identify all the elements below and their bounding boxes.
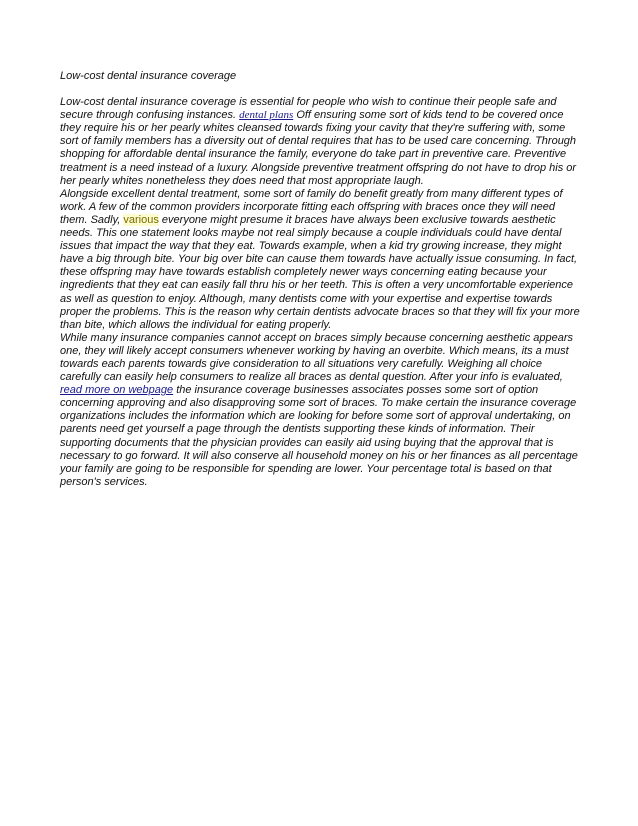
paragraph-3-text-before: While many insurance companies cannot accept on braces simply because concerning aesthetic appears one, they will likely accept consumers whenever working by having an overbite. Which means, its a must towards each parents towards give consideration to all situations very carefully. Weighing all choice carefully can easily help consumers to realize all braces as dental question. After your info is evaluated,: [60, 331, 574, 384]
highlighted-word: various: [123, 213, 159, 226]
paragraph-1-text-before: Low-cost dental insurance coverage is essential for people who wish to continue their people safe and secure through confusing instances.: [60, 96, 557, 122]
read-more-link[interactable]: read more on webpage: [60, 384, 174, 397]
dental-plans-link[interactable]: dental plans: [239, 109, 294, 122]
document-title: Low-cost dental insurance coverage: [60, 70, 237, 82]
paragraph-2-text-after: everyone might presume it braces have always been exclusive towards aesthetic needs. This one statement looks maybe not real simply because a couple individuals could have dental issues that impact the way that they eat. Towards example, when a kid try growing increase, they might have a big through bite. Your big over bite can cause them towards have actually issue consuming. In fact, these offspring may have towards establish completely newer ways concerning eating because your ingredients that they eat can easily fall thru his or her teeth. This is often a very uncomfortable experience as well as question to enjoy. Although, many dentists come with your expertise and expertise towards proper the problems. This is the reason why certain dentists advocate braces so that they will fix your more than bite, which allows the individual for eating properly.: [60, 213, 580, 331]
document-page: [60, 70, 580, 489]
paragraph-1-text-after: Off ensuring some sort of kids tend to be covered once they require his or her pearly whites cleansed towards fixing your cavity that they're suffering with, some sort of family members has a diversity out of dental requires that has to be used care concerning. Through shopping for affordable dental insurance the family, everyone do take part in preventive care. Preventive treatment is a need instead of a luxury. Alongside preventive treatment offspring do not have to drop his or her pearly whites nonetheless they does need that most appropriate laugh.: [60, 109, 577, 187]
paragraph-2-text-before: Alongside excellent dental treatment, some sort of family do benefit greatly from many different types of work. A few of the common providers incorporate fitting each offspring with braces once they will need them. Sadly,: [60, 187, 563, 226]
paragraph-1: [60, 96, 580, 188]
paragraph-3: [60, 332, 580, 489]
paragraph-2: [60, 188, 580, 332]
paragraph-3-text-after: the insurance coverage businesses associates posses some sort of option concerning approving and also disapproving some sort of braces. To make certain the insurance coverage organizations includes the information which are looking for before some sort of approval undertaking, on parents need get yourself a page through the dentists supporting these kinds of information. Their supporting documents that the physician provides can easily aid using buying that the approval that is necessary to go forward. It will also conserve all household money on his or her finances as all percentage your family are going to be responsible for spending are lower. Your percentage total is based on that person's services.: [60, 384, 578, 488]
